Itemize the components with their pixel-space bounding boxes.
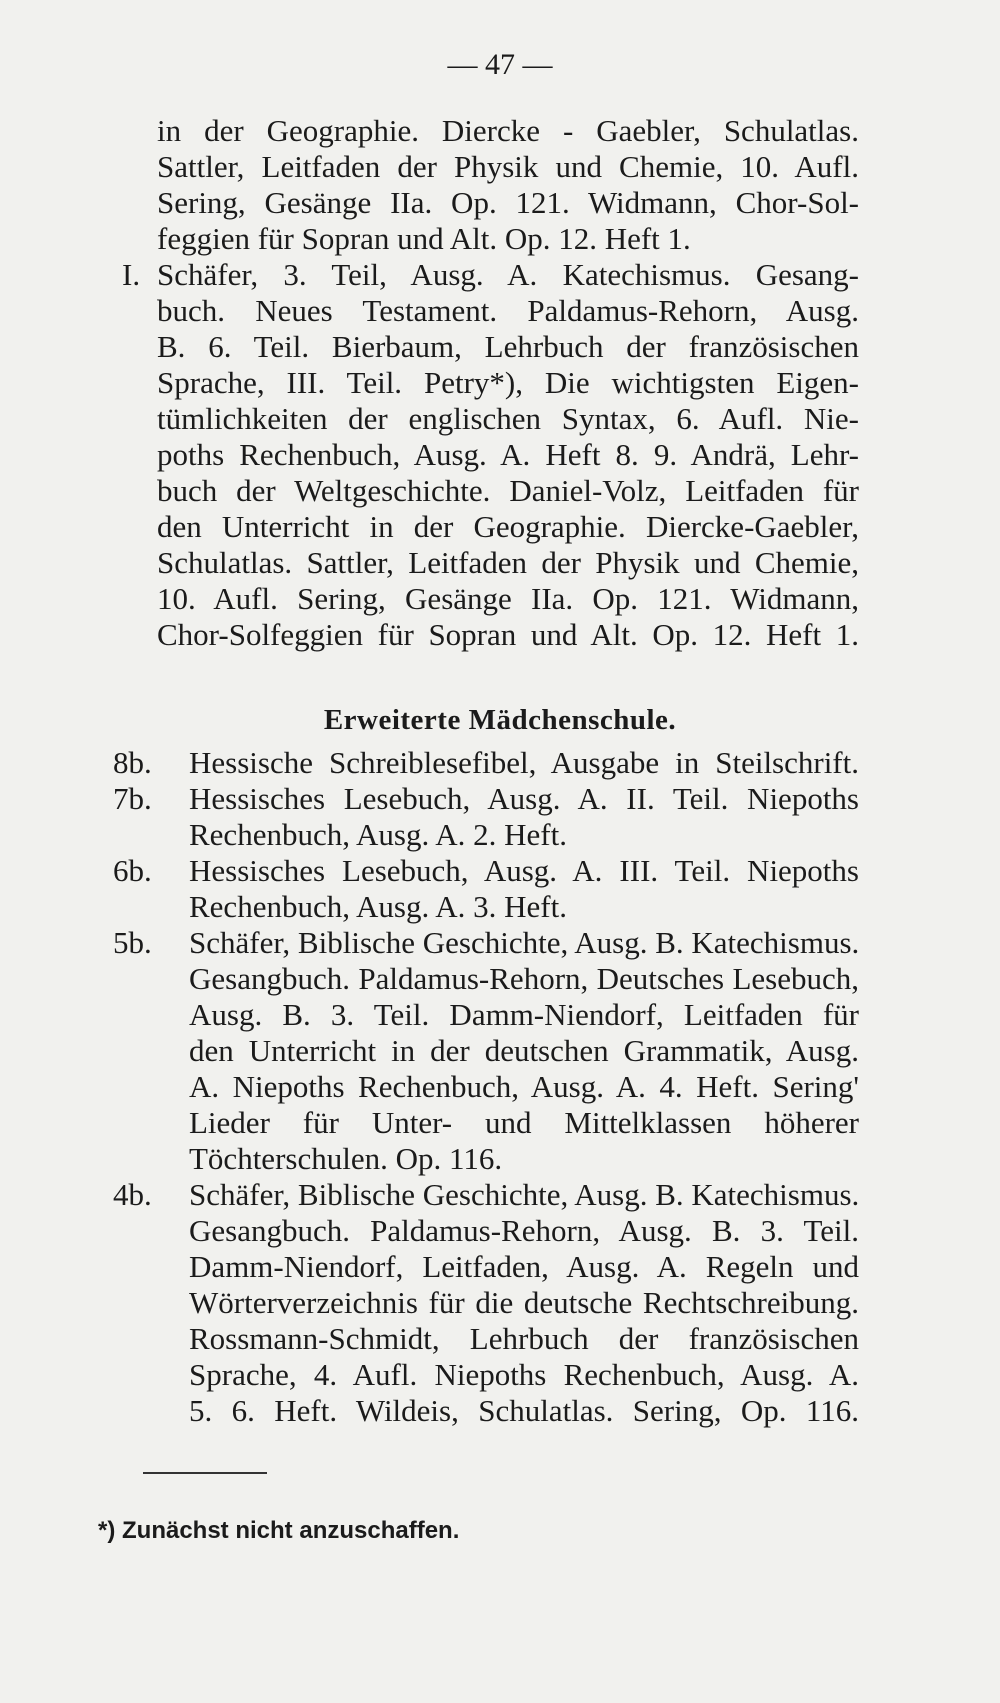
section-label: I. xyxy=(122,257,141,292)
text-line: den Unterricht in der deutschen Grammatik, Ausg. xyxy=(189,1033,859,1068)
text-line: Rechenbuch, Ausg. A. 2. Heft. xyxy=(189,817,567,852)
footnote: *) Zunächst nicht anzuschaffen. xyxy=(98,1517,460,1544)
entry-5b xyxy=(113,925,859,1177)
text-line: tümlichkeiten der englischen Syntax, 6. Aufl. Nie- xyxy=(157,401,859,436)
text-line: Sprache, 4. Aufl. Niepoths Rechenbuch, Ausg. A. xyxy=(189,1357,859,1392)
text-line: buch der Weltgeschichte. Daniel-Volz, Leitfaden für xyxy=(157,473,859,508)
text-line: in der Geographie. Diercke - Gaebler, Schulatlas. xyxy=(157,113,859,148)
text-line: Gesangbuch. Paldamus-Rehorn, Ausg. B. 3. Teil. xyxy=(189,1213,859,1248)
section-I xyxy=(122,257,859,653)
section-heading: Erweiterte Mädchenschule. xyxy=(323,704,677,736)
class-entries xyxy=(113,745,859,1429)
text-line: A. Niepoths Rechenbuch, Ausg. A. 4. Heft. Sering' xyxy=(189,1069,859,1104)
entry-6b xyxy=(113,853,859,925)
text-line: Sering, Gesänge IIa. Op. 121. Widmann, Chor-Sol- xyxy=(157,185,859,220)
continuation-block xyxy=(122,113,859,653)
text-line: Schulatlas. Sattler, Leitfaden der Physik und Chemie, xyxy=(157,545,859,580)
text-line: Schäfer, 3. Teil, Ausg. A. Katechismus. Gesang- xyxy=(157,257,859,292)
footnote-rule xyxy=(143,1472,267,1474)
text-line: Wörterverzeichnis für die deutsche Rechtschreibung. xyxy=(189,1285,859,1320)
text-line: Ausg. B. 3. Teil. Damm-Niendorf, Leitfaden für xyxy=(189,997,859,1032)
text-line: Hessisches Lesebuch, Ausg. A. II. Teil. Niepoths xyxy=(189,781,859,816)
text-line: Rossmann-Schmidt, Lehrbuch der französischen xyxy=(189,1321,859,1356)
text-line: Töchterschulen. Op. 116. xyxy=(189,1141,503,1176)
entry-label: 8b. xyxy=(113,745,152,780)
page-number: — 47 — xyxy=(447,48,553,81)
text-line: Lieder für Unter- und Mittelklassen höherer xyxy=(189,1105,859,1140)
text-line: den Unterricht in der Geographie. Diercke-Gaebler, xyxy=(157,509,859,544)
text-line: Rechenbuch, Ausg. A. 3. Heft. xyxy=(189,889,567,924)
entry-8b xyxy=(113,745,859,781)
text-line: Sattler, Leitfaden der Physik und Chemie, 10. Aufl. xyxy=(157,149,859,184)
entry-label: 5b. xyxy=(113,925,152,960)
text-line: feggien für Sopran und Alt. Op. 12. Heft 1. xyxy=(157,221,691,256)
text-line: Hessische Schreiblesefibel, Ausgabe in Steilschrift. xyxy=(189,745,859,780)
text-line: Hessisches Lesebuch, Ausg. A. III. Teil. Niepoths xyxy=(189,853,859,888)
text-line: Schäfer, Biblische Geschichte, Ausg. B. Katechismus. xyxy=(189,925,860,960)
text-line: Schäfer, Biblische Geschichte, Ausg. B. Katechismus. xyxy=(189,1177,860,1212)
text-line: Gesangbuch. Paldamus-Rehorn, Deutsches Lesebuch, xyxy=(189,961,859,996)
entry-7b xyxy=(113,781,859,853)
text-line: poths Rechenbuch, Ausg. A. Heft 8. 9. Andrä, Lehr- xyxy=(157,437,859,472)
entry-label: 4b. xyxy=(113,1177,152,1212)
entry-label: 6b. xyxy=(113,853,152,888)
entry-label: 7b. xyxy=(113,781,152,816)
text-line: Damm-Niendorf, Leitfaden, Ausg. A. Regeln und xyxy=(189,1249,859,1284)
text-line: buch. Neues Testament. Paldamus-Rehorn, Ausg. xyxy=(157,293,859,328)
entry-4b xyxy=(113,1177,859,1429)
text-line: Chor-Solfeggien für Sopran und Alt. Op. 12. Heft 1. xyxy=(157,617,859,652)
text-line: B. 6. Teil. Bierbaum, Lehrbuch der französischen xyxy=(157,329,859,364)
text-line: 5. 6. Heft. Wildeis, Schulatlas. Sering, Op. 116. xyxy=(189,1393,859,1428)
text-line: 10. Aufl. Sering, Gesänge IIa. Op. 121. Widmann, xyxy=(157,581,859,616)
text-line: Sprache, III. Teil. Petry*), Die wichtigsten Eigen- xyxy=(157,365,859,400)
